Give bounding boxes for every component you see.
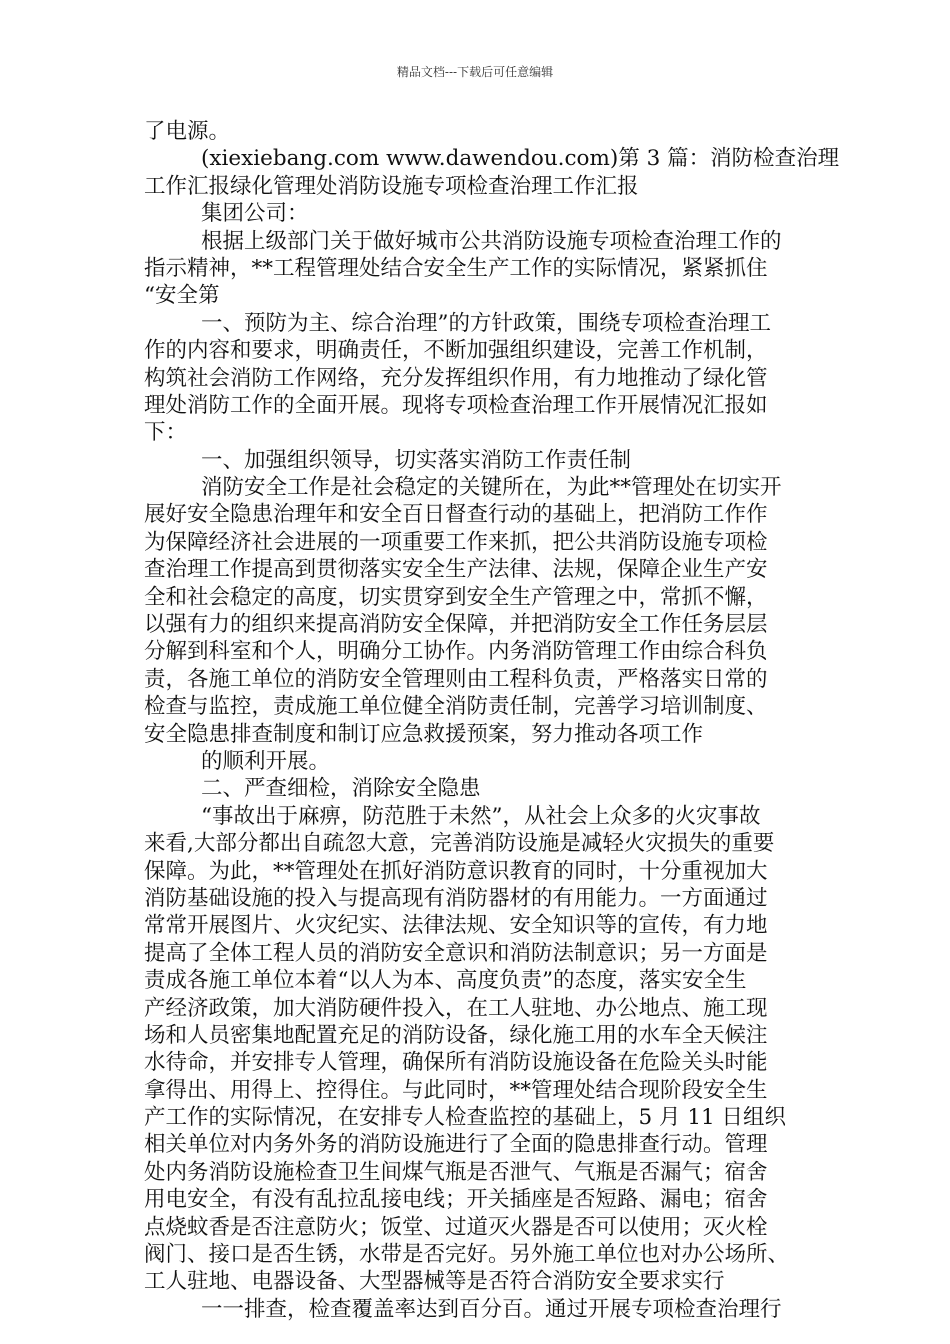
text-line: 为保障经济社会进展的一项重要工作来抓，把公共消防设施专项检 — [144, 529, 768, 555]
text-line: 保障。为此，**管理处在抓好消防意识教育的同时，十分重视加大 — [144, 858, 768, 884]
text-line: 工人驻地、电器设备、大型器械等是否符合消防安全要求实行 — [144, 1269, 725, 1295]
text-line: 以强有力的组织来提高消防安全保障，并把消防安全工作任务层层 — [144, 612, 768, 638]
text-line: 了电源。 — [144, 119, 231, 144]
text-line: 理处消防工作的全面开展。现将专项检查治理工作开展情况汇报如 — [144, 392, 768, 418]
text-line: 二、严查细检，消除安全隐患 — [201, 776, 481, 802]
text-line: “事故出于麻痹，防范胜于未然”，从社会上众多的火灾事故 — [201, 803, 761, 829]
text-line: 指示精神，**工程管理处结合安全生产工作的实际情况，紧紧抓住 — [144, 255, 768, 281]
text-line: 的顺利开展。 — [201, 748, 331, 774]
text-line: 作的内容和要求，明确责任，不断加强组织建设，完善工作机制， — [144, 338, 768, 364]
text-line: 查治理工作提高到贯彻落实安全生产法律、法规，保障企业生产安 — [144, 557, 768, 583]
text-line: 场和人员密集地配置充足的消防设备，绿化施工用的水车全天候注 — [144, 1022, 768, 1048]
text-line: 检查与监控，责成施工单位健全消防责任制，完善学习培训制度、 — [144, 694, 768, 720]
text-line: 工作汇报绿化管理处消防设施专项检查治理工作汇报 — [144, 173, 639, 199]
text-line: 下： — [144, 420, 188, 446]
text-line: 责成各施工单位本着“以人为本、高度负责”的态度，落实安全生 — [144, 968, 747, 994]
text-line: 安全隐患排查制度和制订应急救援预案，努力推动各项工作 — [144, 721, 704, 747]
text-line: 来看,大部分都出自疏忽大意，完善消防设施是减轻火灾损失的重要 — [144, 831, 775, 857]
text-line: 点烧蚊香是否注意防火；饭堂、过道灭火器是否可以使用；灭火栓 — [144, 1214, 768, 1240]
text-line: 展好安全隐患治理年和安全百日督查行动的基础上，把消防工作作 — [144, 502, 768, 528]
text-line: 常常开展图片、火灾纪实、法律法规、安全知识等的宣传，有力地 — [144, 913, 768, 939]
text-line: 一一排查，检查覆盖率达到百分百。通过开展专项检查治理行 — [201, 1296, 782, 1322]
text-line: 一、加强组织领导，切实落实消防工作责任制 — [201, 447, 632, 473]
text-line: 根据上级部门关于做好城市公共消防设施专项检查治理工作的 — [201, 228, 782, 254]
text-line: 分解到科室和个人，明确分工协作。内务消防管理工作由综合科负 — [144, 639, 768, 665]
text-line: 集团公司： — [201, 201, 309, 227]
text-line: 责，各施工单位的消防安全管理则由工程科负责，严格落实日常的 — [144, 666, 768, 692]
text-line: 相关单位对内务外务的消防设施进行了全面的隐患排查行动。管理 — [144, 1132, 768, 1158]
text-line: 阀门、接口是否生锈，水带是否完好。另外施工单位也对办公场所、 — [144, 1242, 790, 1268]
text-line: 拿得出、用得上、控得住。与此同时，**管理处结合现阶段安全生 — [144, 1077, 768, 1103]
text-line: 一、预防为主、综合治理”的方针政策，围绕专项检查治理工 — [201, 310, 771, 336]
text-line: 处内务消防设施检查卫生间煤气瓶是否泄气、气瓶是否漏气；宿舍 — [144, 1159, 768, 1185]
text-line: “安全第 — [144, 283, 220, 309]
text-line: 构筑社会消防工作网络，充分发挥组织作用，有力地推动了绿化管 — [144, 365, 768, 391]
text-line: 产经济政策，加大消防硬件投入，在工人驻地、办公地点、施工现 — [144, 995, 768, 1021]
text-line: 消防安全工作是社会稳定的关键所在，为此**管理处在切实开 — [201, 475, 782, 501]
document-body — [144, 118, 840, 1323]
page-header: 精品文档---下载后可任意编辑 — [396, 65, 554, 79]
text-line: 产工作的实际情况，在安排专人检查监控的基础上，5 月 11 日组织 — [144, 1105, 787, 1131]
text-line: 提高了全体工程人员的消防安全意识和消防法制意识；另一方面是 — [144, 940, 768, 966]
text-line: 消防基础设施的投入与提高现有消防器材的有用能力。一方面通过 — [144, 885, 768, 911]
text-line: (xiexiebang.com www.dawendou.com)第 3 篇：消防检查治理 — [201, 146, 840, 172]
text-line: 全和社会稳定的高度，切实贯穿到安全生产管理之中，常抓不懈， — [144, 584, 768, 610]
text-line: 用电安全，有没有乱拉乱接电线；开关插座是否短路、漏电；宿舍 — [144, 1187, 768, 1213]
text-line: 水待命，并安排专人管理，确保所有消防设施设备在危险关头时能 — [144, 1050, 768, 1076]
